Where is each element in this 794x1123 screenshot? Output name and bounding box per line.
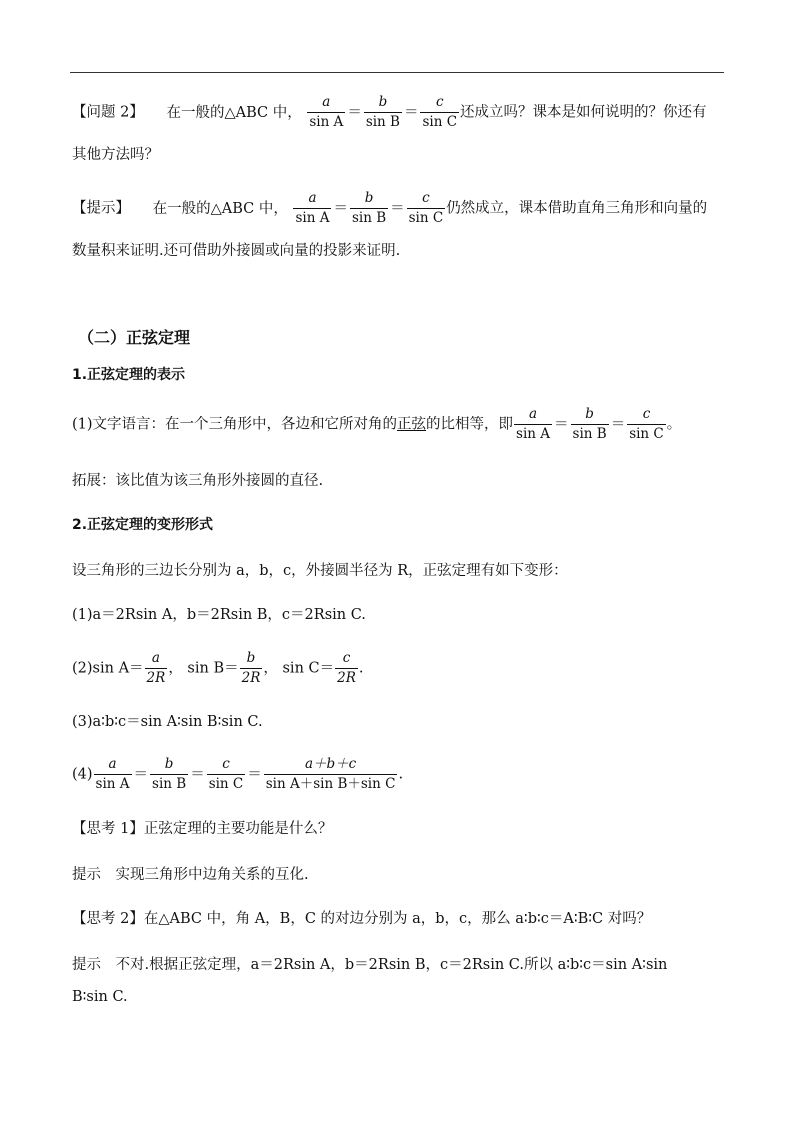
fraction-a-sinA: $\frac{a}{\text{sin A}}$ [309,94,344,130]
text-language-post: 的比相等，即 [426,416,514,433]
think-1-question: 【思考 1】正弦定理的主要功能是什么？ [72,821,333,837]
think-2-question: 【思考 2】在△ABC 中，角 A，B，C 的对边分别为 a，b，c，那么 a∶b∶c＝A∶B∶C 对吗？ [72,911,652,927]
extension-text: 拓展：该比值为该三角形外接圆的直径. [72,473,324,489]
formula-2: (2)sin A＝ $\frac{a}{2R}$ ， sin B＝ $\frac{b}{2R}$ ， sin C＝ $\frac{c}{2R}$ . [72,650,364,686]
hint-1-label: 【提示】 [72,200,130,217]
question-2-tail: 还成立吗？课本是如何说明的？你还有 [460,104,707,121]
formula-3: (3)a∶b∶c＝sin A∶sin B∶sin C. [72,714,263,730]
formula-4: (4) $\frac{a}{\text{sin A}}$ ＝ $\frac{b}{\text{sin B}}$ ＝ $\frac{c}{\text{sin C}}$ ＝ $\frac{a+b+c}{\text{sin A＋sin B＋sin C}}$ . [72,756,404,792]
fraction-sum: $\frac{a+b+c}{\text{sin A＋sin B＋sin C}}$ [265,756,396,792]
think-2-answer-line1: 提示 不对.根据正弦定理，a＝2Rsin A，b＝2Rsin B，c＝2Rsin C.所以 a∶b∶c＝sin A∶sin [72,957,668,973]
fraction-c-sinC: $\frac{c}{\text{sin C}}$ [629,406,664,442]
fraction-c-sinC: $\frac{c}{\text{sin C}}$ [422,94,458,130]
fraction-c-sinC: $\frac{c}{\text{sin C}}$ [208,756,244,792]
think-1-answer: 提示 实现三角形中边角关系的互化. [72,867,309,883]
hint-1-tail: 仍然成立，课本借助直角三角形和向量的 [446,200,708,217]
hint-1-line: 【提示】 在一般的△ABC 中， $\frac{a}{\text{sin A}}$ ＝ $\frac{b}{\text{sin B}}$ ＝ $\frac{c}{\text{sin C}}$ 仍然成立，课本借助直角三角形和向量的 [72,190,708,226]
fraction-b-sinB: $\frac{b}{\text{sin B}}$ [152,756,187,792]
question-2-line2: 其他方法吗？ [72,147,159,163]
think-2-answer-line2: B∶sin C. [72,989,128,1005]
text-language-end: 。 [666,416,682,433]
question-2-line: 【问题 2】 在一般的△ABC 中， $\frac{a}{\text{sin A}}$ ＝ $\frac{b}{\text{sin B}}$ ＝ $\frac{c}{\text{sin C}}$ 还成立吗？课本是如何说明的？你还有 [72,94,707,130]
hint-1-intro: 在一般的△ABC 中， [152,200,288,217]
formula-1: (1)a＝2Rsin A，b＝2Rsin B，c＝2Rsin C. [72,607,366,623]
underlined-sine: 正弦 [397,416,427,433]
fraction-b-2R: $\frac{b}{2R}$ [241,650,261,686]
fraction-a-sinA: $\frac{a}{\text{sin A}}$ [95,756,130,792]
fraction-a-2R: $\frac{a}{2R}$ [146,650,166,686]
fraction-c-sinC: $\frac{c}{\text{sin C}}$ [408,190,444,226]
subsection-1-title: 1.正弦定理的表示 [72,367,186,383]
hint-1-line2: 数量积来证明.还可借助外接圆或向量的投影来证明. [72,243,401,259]
question-2-label: 【问题 2】 [72,104,144,121]
section-title: （二）正弦定理 [78,328,191,347]
fraction-a-sinA: $\frac{a}{\text{sin A}}$ [295,190,330,226]
fraction-a-sinA: $\frac{a}{\text{sin A}}$ [516,406,551,442]
text-language-line: (1)文字语言：在一个三角形中，各边和它所对角的正弦的比相等，即 $\frac{a}{\text{sin A}}$ ＝ $\frac{b}{\text{sin B}}$ ＝ $\frac{c}{\text{sin C}}$ 。 [72,406,682,442]
header-rule [70,72,724,73]
fraction-b-sinB: $\frac{b}{\text{sin B}}$ [572,406,607,442]
text-language-pre: (1)文字语言：在一个三角形中，各边和它所对角的 [72,416,398,433]
subsection-2-title: 2.正弦定理的变形形式 [72,517,214,533]
setup-text: 设三角形的三边长分别为 a，b，c，外接圆半径为 R，正弦定理有如下变形： [72,563,568,579]
fraction-c-2R: $\frac{c}{2R}$ [337,650,356,686]
fraction-b-sinB: $\frac{b}{\text{sin B}}$ [351,190,387,226]
fraction-b-sinB: $\frac{b}{\text{sin B}}$ [365,94,400,130]
question-2-intro: 在一般的△ABC 中， [166,104,302,121]
